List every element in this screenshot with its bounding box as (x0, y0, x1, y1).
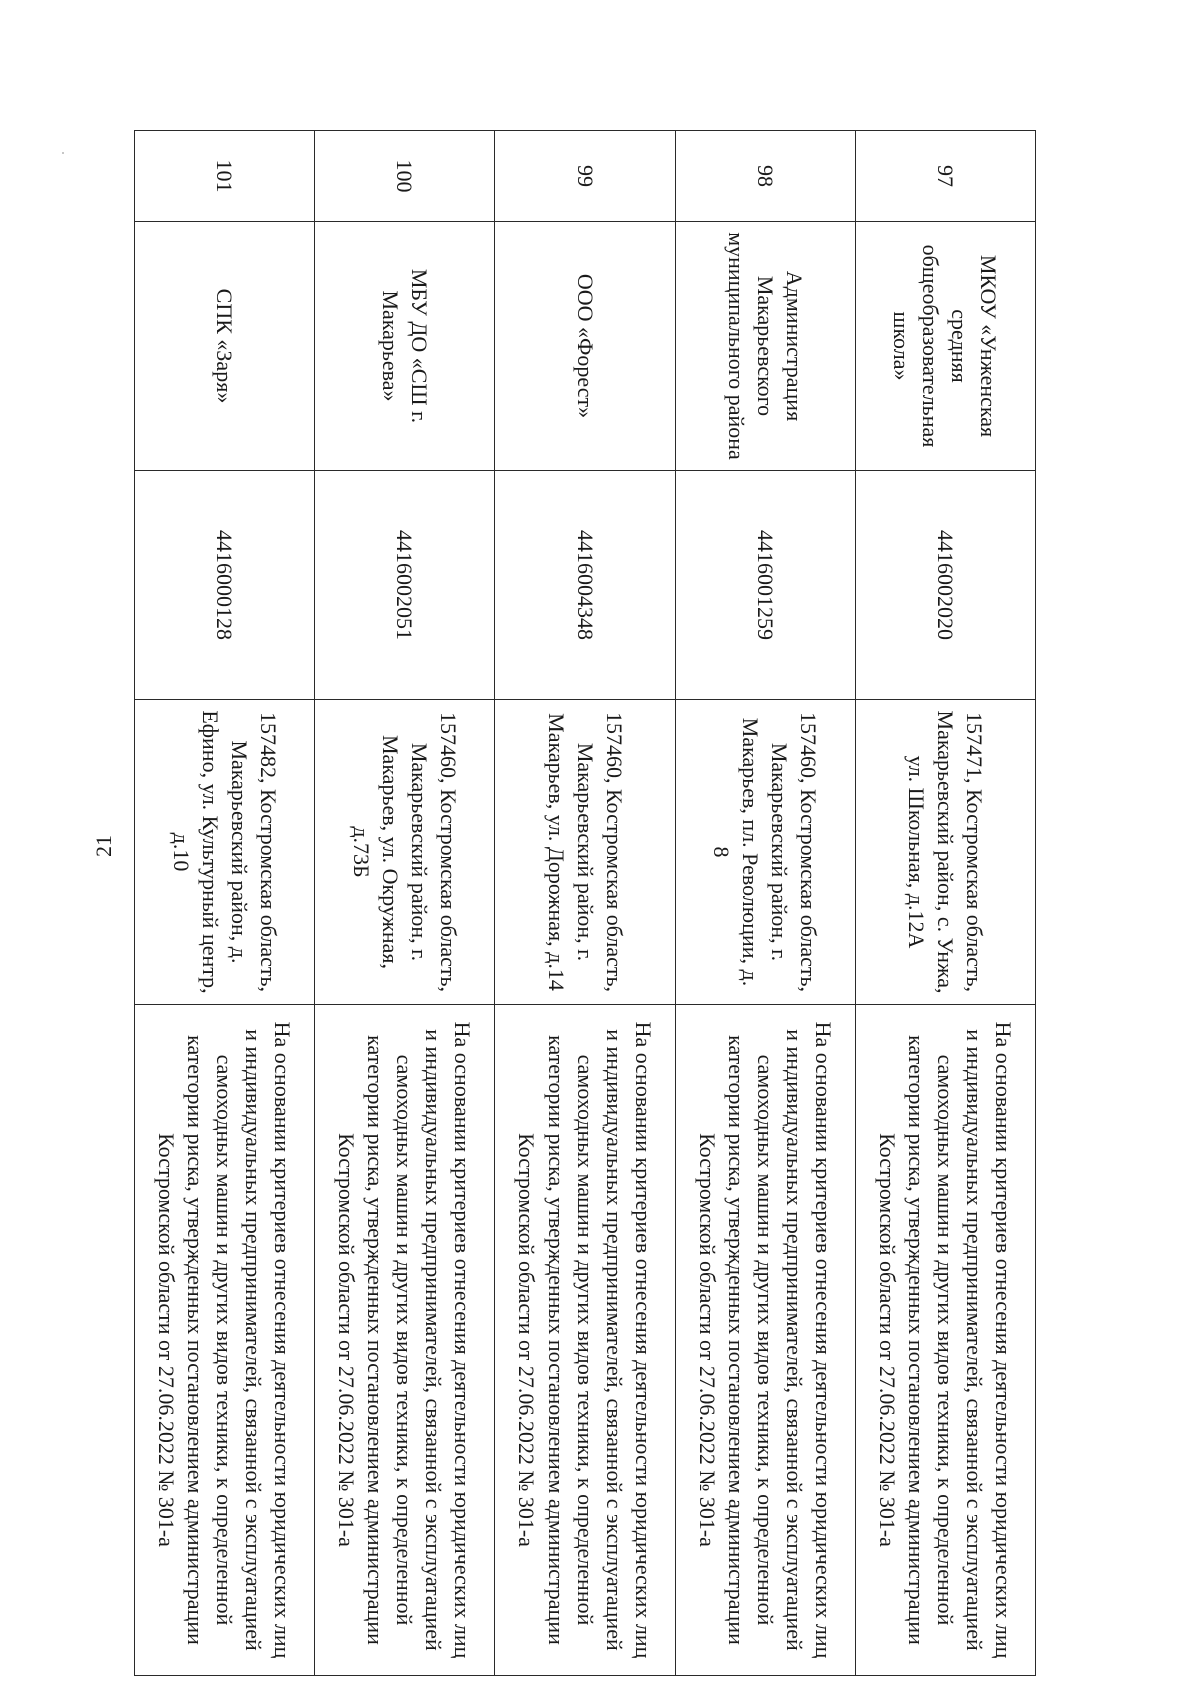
organization-name: МБУ ДО «СШ г. Макарьева» (315, 222, 495, 471)
basis-cell: На основании критериев отнесения деятельности юридических лиц и индивидуальных предпринимателей, связанной с эксплуатацией самоходных машин и других видов техники, к определенной категории риска, утвержденных постановлением администрации Костромской области от 27.06.2022 № 301-а (135, 1005, 315, 1676)
table-row (135, 131, 315, 1676)
scan-speck (62, 152, 64, 154)
table-row (855, 131, 1035, 1676)
organization-name: ООО «Форест» (495, 222, 675, 471)
address-cell: 157460, Костромская область, Макарьевский район, г. Макарьев, ул. Окружная, д.73Б (315, 700, 495, 1005)
address-cell: 157482, Костромская область, Макарьевский район, д. Ефино, ул. Культурный центр, д.10 (135, 700, 315, 1005)
registry-table (134, 130, 1036, 1676)
address-cell: 157471, Костромская область, Макарьевский район, с. Унжа, ул. Школьная, д.12А (855, 700, 1035, 1005)
page-number: 21 (91, 835, 116, 857)
basis-cell: На основании критериев отнесения деятельности юридических лиц и индивидуальных предпринимателей, связанной с эксплуатацией самоходных машин и других видов техники, к определенной категории риска, утвержденных постановлением администрации Костромской области от 27.06.2022 № 301-а (495, 1005, 675, 1676)
registry-table-rotated (134, 130, 1036, 1659)
row-number: 98 (675, 131, 855, 222)
organization-name: СПК «Заря» (135, 222, 315, 471)
row-number: 99 (495, 131, 675, 222)
inn-cell: 4416000128 (135, 471, 315, 700)
table-row (675, 131, 855, 1676)
inn-cell: 4416002051 (315, 471, 495, 700)
basis-cell: На основании критериев отнесения деятельности юридических лиц и индивидуальных предпринимателей, связанной с эксплуатацией самоходных машин и других видов техники, к определенной категории риска, утвержденных постановлением администрации Костромской области от 27.06.2022 № 301-а (315, 1005, 495, 1676)
basis-cell: На основании критериев отнесения деятельности юридических лиц и индивидуальных предпринимателей, связанной с эксплуатацией самоходных машин и других видов техники, к определенной категории риска, утвержденных постановлением администрации Костромской области от 27.06.2022 № 301-а (855, 1005, 1035, 1676)
table-row (315, 131, 495, 1676)
inn-cell: 4416002020 (855, 471, 1035, 700)
row-number: 100 (315, 131, 495, 222)
address-cell: 157460, Костромская область, Макарьевский район, г. Макарьев, ул. Дорожная, д.14 (495, 700, 675, 1005)
inn-cell: 4416001259 (675, 471, 855, 700)
row-number: 97 (855, 131, 1035, 222)
inn-cell: 4416004348 (495, 471, 675, 700)
organization-name: Администрация Макарьевского муниципального района (675, 222, 855, 471)
row-number: 101 (135, 131, 315, 222)
basis-cell: На основании критериев отнесения деятельности юридических лиц и индивидуальных предпринимателей, связанной с эксплуатацией самоходных машин и других видов техники, к определенной категории риска, утвержденных постановлением администрации Костромской области от 27.06.2022 № 301-а (675, 1005, 855, 1676)
table-row (495, 131, 675, 1676)
organization-name: МКОУ «Унженская средняя общеобразовательная школа» (855, 222, 1035, 471)
address-cell: 157460, Костромская область, Макарьевский район, г. Макарьев, пл. Революции, д. 8 (675, 700, 855, 1005)
